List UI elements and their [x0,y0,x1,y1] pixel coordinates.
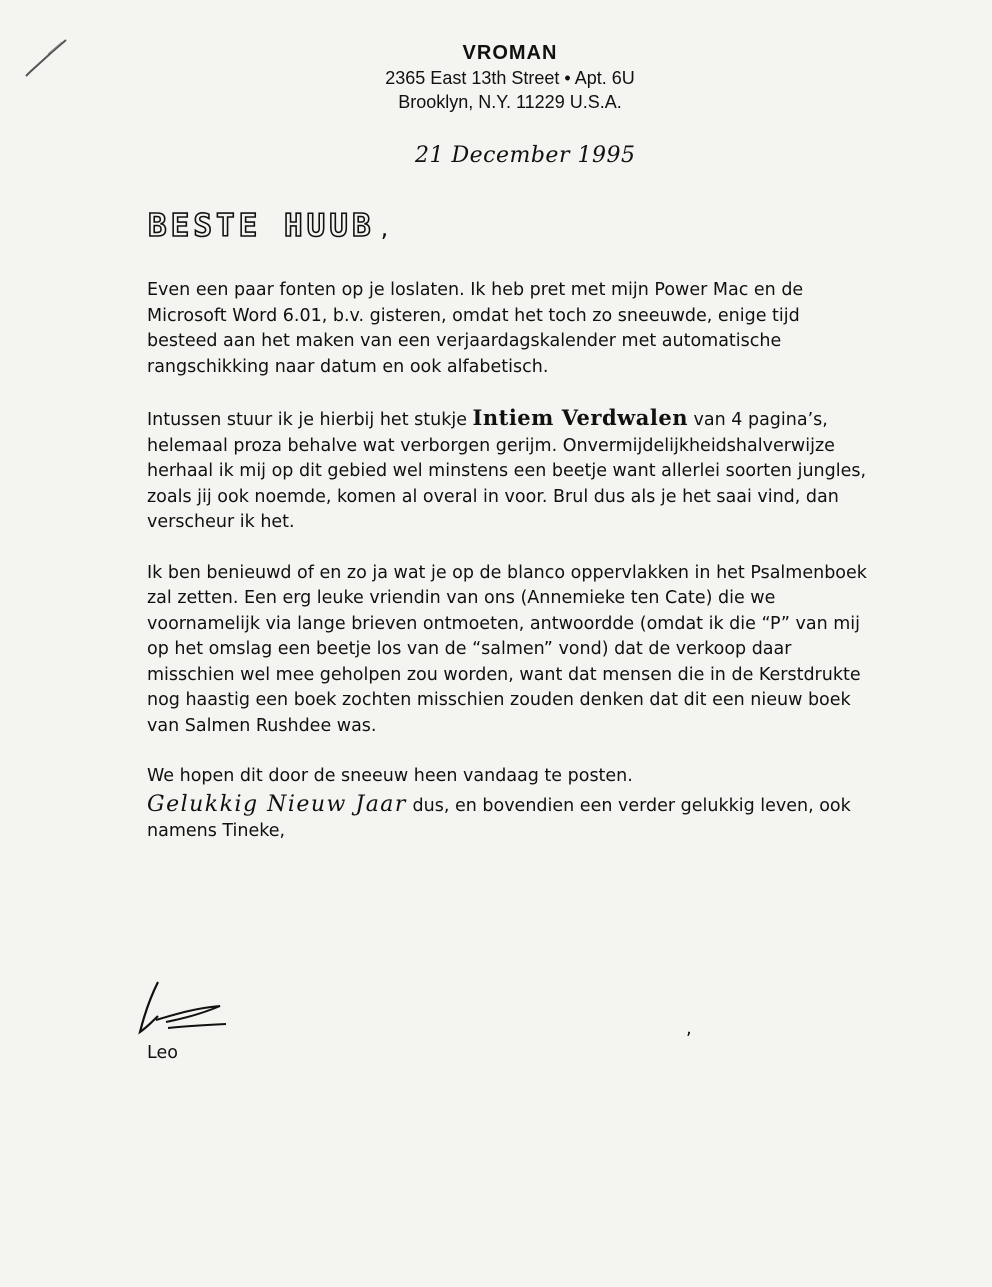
paragraph-5-rest: dus, en bovendien een verder gelukkig leven, ook namens Tineke, [147,795,851,841]
paragraph-new-year [147,792,867,845]
signature-name: Leo [147,1043,178,1063]
paragraph-sneeuw: We hopen dit door de sneeuw heen vandaag te posten. [147,766,633,786]
staple-mark [22,38,70,78]
paragraph-psalmenboek: Ik ben benieuwd of en zo ja wat je op de blanco oppervlakken in het Psalmenboek zal zetten. Een erg leuke vriendin van ons (Annemieke ten Cate) die we voornamelijk via lange brieven ontmoeten, antwoordde (omdat ik die “P” van mij op het omslag een beetje los van de “salmen” vond) dat de verkoop daar misschien wel mee geholpen zou worden, want dat mensen die in de Kerstdrukte nog haastig een boek zochten misschien zouden denken dat dit een nieuw boek van Salmen Rushdee was. [147,562,867,736]
letterhead-name: VROMAN [462,42,558,64]
letterhead-address-street: 2365 East 13th Street • Apt. 6U [385,68,635,88]
handwritten-signature [136,976,236,1038]
greeting [148,208,388,244]
paragraph-fonts: Even een paar fonten op je loslaten. Ik heb pret met mijn Power Mac en de Microsoft Word 6.01, b.v. gisteren, omdat het toch zo sneeuwde, enige tijd besteed aan het maken van een verjaardagskalender met automatische rangschikking naar datum en ook alfabetisch. [147,280,804,377]
paragraph-2-lead: Intussen stuur ik je hierbij het stukje [147,410,473,430]
letterhead-address-city: Brooklyn, N.Y. 11229 U.S.A. [398,92,622,112]
letterhead [300,40,720,114]
paragraph-intiem-verdwalen [147,405,867,536]
story-title: Intiem Verdwalen [472,405,688,430]
paragraph-2-rest: van 4 pagina’s, helemaal proza behalve wat verborgen gerijm. Onvermijdelijkheidshalverwijze herhaal ik mij op dit gebied wel minstens een beetje want allerlei soorten jungles, zoals jij ook noemde, komen al overal in voor. Brul dus als je het saai vind, dan verscheur ik het. [147,410,867,532]
letter-body [147,278,867,870]
new-year-script: Gelukkig Nieuw Jaar [147,791,407,817]
greeting-comma: , [380,214,389,242]
letter-date: 21 December 1995 [415,143,636,168]
greeting-text: BESTE HUUB [148,208,375,244]
stray-mark: , [686,1018,692,1039]
